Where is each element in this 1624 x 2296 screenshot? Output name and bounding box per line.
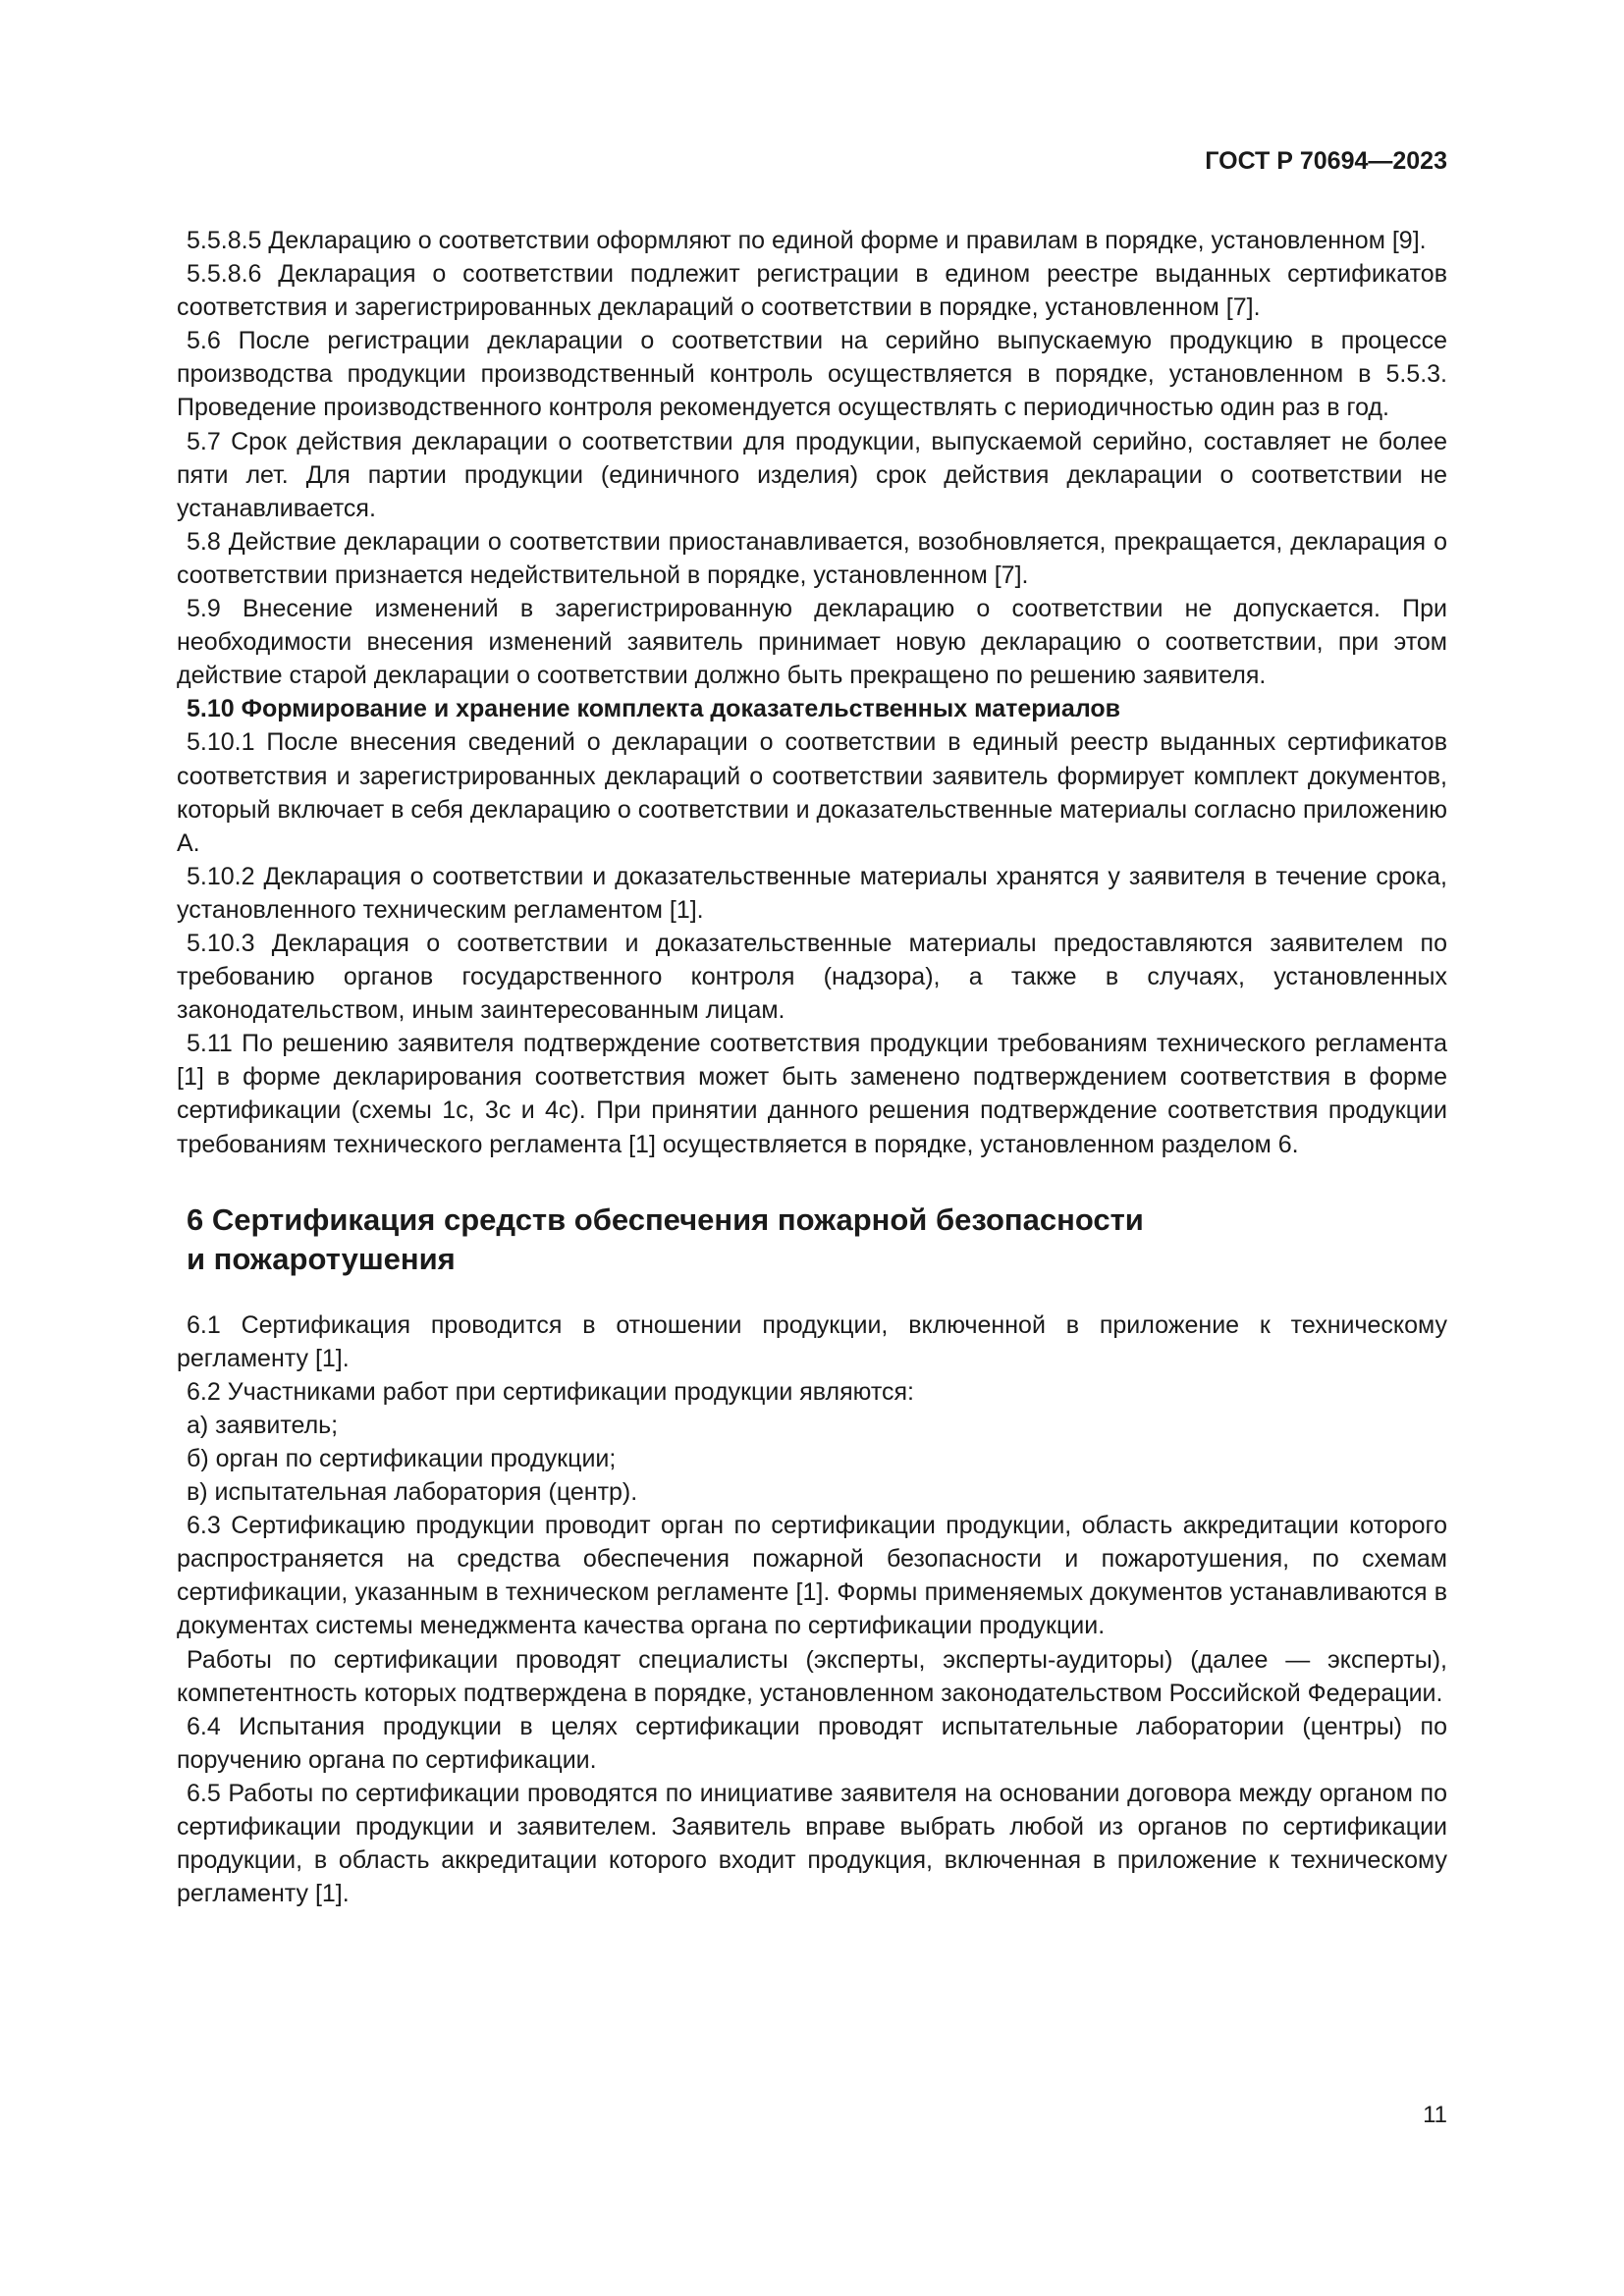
list-item-b: б) орган по сертификации продукции; — [187, 1445, 617, 1472]
document-body — [177, 224, 1447, 1910]
page-number: 11 — [1423, 2102, 1447, 2128]
paragraph-5-5-8-5: 5.5.8.5 Декларацию о соответствии оформляют по единой форме и правилам в порядке, установленном [9]. — [187, 227, 1427, 254]
paragraph-5-10-3: 5.10.3 Декларация о соответствии и доказательственные материалы предоставляются заявителем по требованию органов государственного контроля (надзора), а также в случаях, установленных законодательством, иным заинтересованным лицам. — [177, 929, 1447, 1025]
paragraph-5-9: 5.9 Внесение изменений в зарегистрированную декларацию о соответствии не допускается. При необходимости внесения изменений заявитель принимает новую декларацию о соответствии, при этом действие старой декларации о соответствии должно быть прекращено по решению заявителя. — [177, 595, 1447, 690]
paragraph-5-10-1: 5.10.1 После внесения сведений о декларации о соответствии в единый реестр выданных сертификатов соответствия и зарегистрированных деклараций о соответствии заявитель формирует комплект документов, который включает в себя декларацию о соответствии и доказательственные материалы согласно приложению А. — [177, 728, 1447, 857]
paragraph-6-3-experts: Работы по сертификации проводят специалисты (эксперты, эксперты-аудиторы) (далее — эксперты), компетентность которых подтверждена в порядке, установленном законодательством Российской Федерации. — [177, 1645, 1447, 1707]
paragraph-5-11: 5.11 По решению заявителя подтверждение соответствия продукции требованиям технического регламента [1] в форме декларирования соответствия может быть заменено подтверждением соответствия в форме сертификации (схемы 1с, 3с и 4с). При принятии данного решения подтверждение соответствия продукции требованиям технического регламента [1] осуществляется в порядке, установленном разделом 6. — [177, 1030, 1447, 1158]
list-item-v: в) испытательная лаборатория (центр). — [187, 1478, 638, 1507]
section-6-title-line1: 6 Сертификация средств обеспечения пожарной безопасности — [187, 1201, 1144, 1237]
paragraph-5-8: 5.8 Действие декларации о соответствии приостанавливается, возобновляется, прекращается, декларация о соответствии признается недействительной в порядке, установленном [7]. — [177, 527, 1447, 589]
paragraph-5-7: 5.7 Срок действия декларации о соответствии для продукции, выпускаемой серийно, составляет не более пяти лет. Для партии продукции (единичного изделия) срок действия декларации о соответствии не устанавливается. — [177, 427, 1447, 522]
section-6-title — [187, 1201, 1267, 1279]
list-item-a: а) заявитель; — [187, 1411, 339, 1439]
paragraph-6-4: 6.4 Испытания продукции в целях сертификации проводят испытательные лаборатории (центры) по поручению органа по сертификации. — [177, 1712, 1447, 1774]
paragraph-5-10-2: 5.10.2 Декларация о соответствии и доказательственные материалы хранятся у заявителя в течение срока, установленного техническим регламентом [1]. — [177, 862, 1447, 924]
paragraph-6-2: 6.2 Участниками работ при сертификации продукции являются: — [187, 1377, 914, 1406]
document-code-header: ГОСТ Р 70694—2023 — [1205, 147, 1447, 175]
paragraph-6-1: 6.1 Сертификация проводится в отношении продукции, включенной в приложение к техническому регламенту [1]. — [177, 1310, 1447, 1372]
subheading-5-10: 5.10 Формирование и хранение комплекта доказательственных материалов — [187, 695, 1121, 723]
paragraph-6-3: 6.3 Сертификацию продукции проводит орган по сертификации продукции, область аккредитации которого распространяется на средства обеспечения пожарной безопасности и пожаротушения, по схемам сертификации, указанным в техническом регламенте [1]. Формы применяемых документов устанавливаются в документах системы менеджмента качества органа по сертификации продукции. — [177, 1512, 1447, 1640]
paragraph-5-6: 5.6 После регистрации декларации о соответствии на серийно выпускаемую продукцию в процессе производства продукции производственный контроль осуществляется в порядке, установленном в 5.5.3. Проведение производственного контроля рекомендуется осуществлять с периодичностью один раз в год. — [177, 327, 1447, 422]
paragraph-6-5: 6.5 Работы по сертификации проводятся по инициативе заявителя на основании договора между органом по сертификации продукции и заявителем. Заявитель вправе выбрать любой из органов по сертификации продукции, в область аккредитации которого входит продукция, включенная в приложение к техническому регламенту [1]. — [177, 1779, 1447, 1908]
section-6-title-line2: и пожаротушения — [187, 1241, 456, 1276]
paragraph-5-5-8-6: 5.5.8.6 Декларация о соответствии подлежит регистрации в едином реестре выданных сертификатов соответствия и зарегистрированных деклараций о соответствии в порядке, установленном [7]. — [177, 260, 1447, 322]
